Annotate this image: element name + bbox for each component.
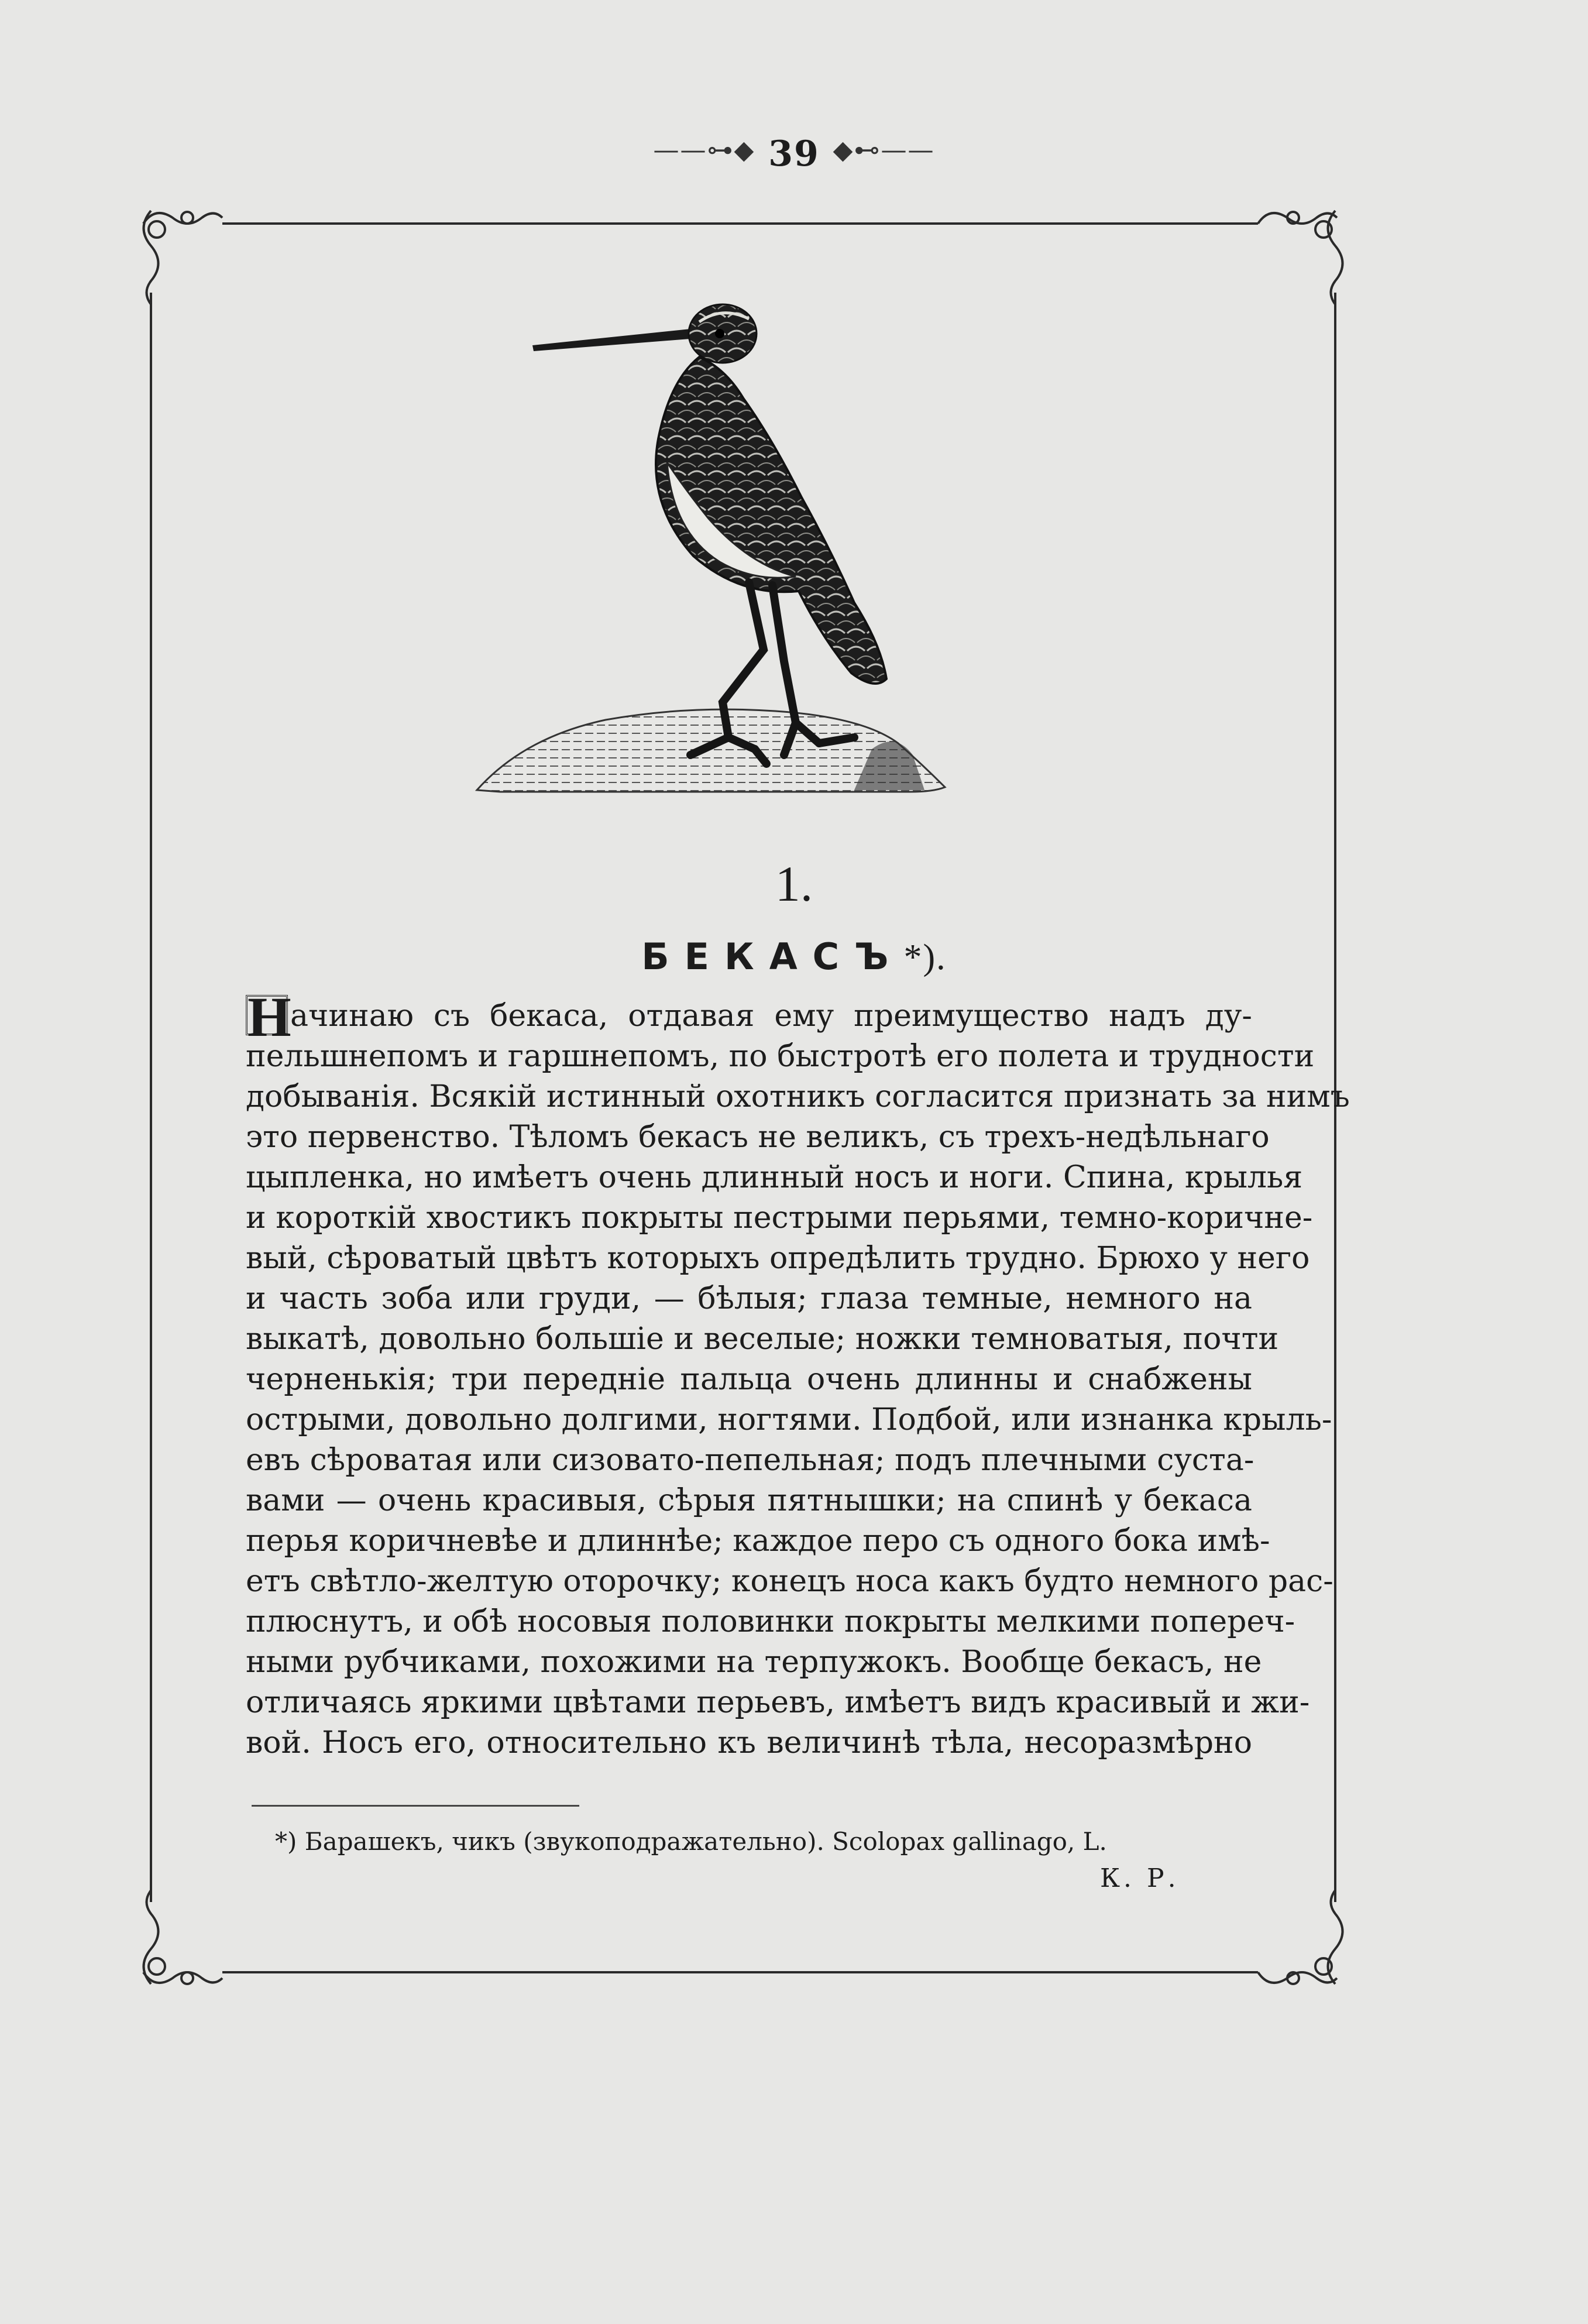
author-signature: К. Р. bbox=[1100, 1863, 1180, 1893]
text-line: вами — очень красивыя, сѣрыя пятнышки; на спинѣ у бекаса bbox=[246, 1483, 1252, 1518]
footnote: *) Барашекъ, чикъ (звукоподражательно). Scolopax gallinago, L. bbox=[275, 1827, 1107, 1856]
right-ornament-icon: ◆⊷—— bbox=[833, 135, 935, 165]
text-line: это первенство. Тѣломъ бекасъ не великъ, съ трехъ-недѣльнаго bbox=[246, 1120, 1270, 1155]
text-line: цыпленка, но имѣетъ очень длинный носъ и ноги. Спина, крылья bbox=[246, 1160, 1303, 1195]
text-line: ными рубчиками, похожими на терпужокъ. Вообще бекасъ, не bbox=[246, 1645, 1262, 1680]
body-text bbox=[246, 986, 1350, 1763]
left-ornament-icon: ——⊶◆ bbox=[653, 135, 755, 165]
text-line: острыми, довольно долгими, ногтями. Подбой, или изнанка крыль- bbox=[246, 1402, 1332, 1437]
text-line: етъ свѣтло-желтую оторочку; конецъ носа какъ будто немного рас- bbox=[246, 1564, 1333, 1599]
article-title bbox=[0, 935, 1588, 979]
text-line: отличаясь яркими цвѣтами перьевъ, имѣетъ видъ красивый и жи- bbox=[246, 1685, 1310, 1720]
title-footnote-mark: *). bbox=[903, 938, 947, 977]
dropcap: Н bbox=[246, 995, 288, 1035]
title-text: БЕКАСЪ bbox=[641, 935, 904, 978]
beak-icon bbox=[532, 329, 697, 351]
footnote-divider bbox=[252, 1805, 579, 1807]
corner-ornament-bottom-left-icon bbox=[143, 1890, 222, 1984]
text-line: евъ сѣроватая или сизовато-пепельная; подъ плечными суста- bbox=[246, 1443, 1254, 1478]
text-line: пельшнепомъ и гаршнепомъ, по быстротѣ его полета и трудности bbox=[246, 1039, 1315, 1074]
corner-ornament-bottom-right-icon bbox=[1258, 1890, 1343, 1984]
text-line: плюснутъ, и обѣ носовыя половинки покрыты мелкими попереч- bbox=[246, 1604, 1295, 1639]
text-line: выкатѣ, довольно большіе и веселые; ножки темноватыя, почти bbox=[246, 1321, 1279, 1357]
text-line: и короткій хвостикъ покрыты пестрыми перьями, темно-коричне- bbox=[246, 1200, 1313, 1235]
corner-ornament-top-left-icon bbox=[143, 211, 222, 304]
text-line: черненькія; три передніе пальца очень длинны и снабжены bbox=[246, 1362, 1252, 1397]
corner-ornament-top-right-icon bbox=[1258, 211, 1343, 304]
text-line: и часть зоба или груди, — бѣлыя; глаза темные, немного на bbox=[246, 1281, 1252, 1316]
page-number-text: 39 bbox=[768, 133, 820, 174]
text-line: Начинаю съ бекаса, отдавая ему преимущество надъ ду- bbox=[246, 996, 1252, 1036]
text-line: перья коричневѣе и длиннѣе; каждое перо съ одного бока имѣ- bbox=[246, 1523, 1270, 1559]
text-line: вый, сѣроватый цвѣтъ которыхъ опредѣлить трудно. Брюхо у него bbox=[246, 1241, 1310, 1276]
text-line: добыванія. Всякій истинный охотникъ согласится признать за нимъ bbox=[246, 1079, 1350, 1114]
section-number: 1. bbox=[775, 856, 813, 912]
text-line: вой. Носъ его, относительно къ величинѣ тѣла, несоразмѣрно bbox=[246, 1725, 1252, 1760]
snipe-illustration bbox=[468, 287, 995, 825]
